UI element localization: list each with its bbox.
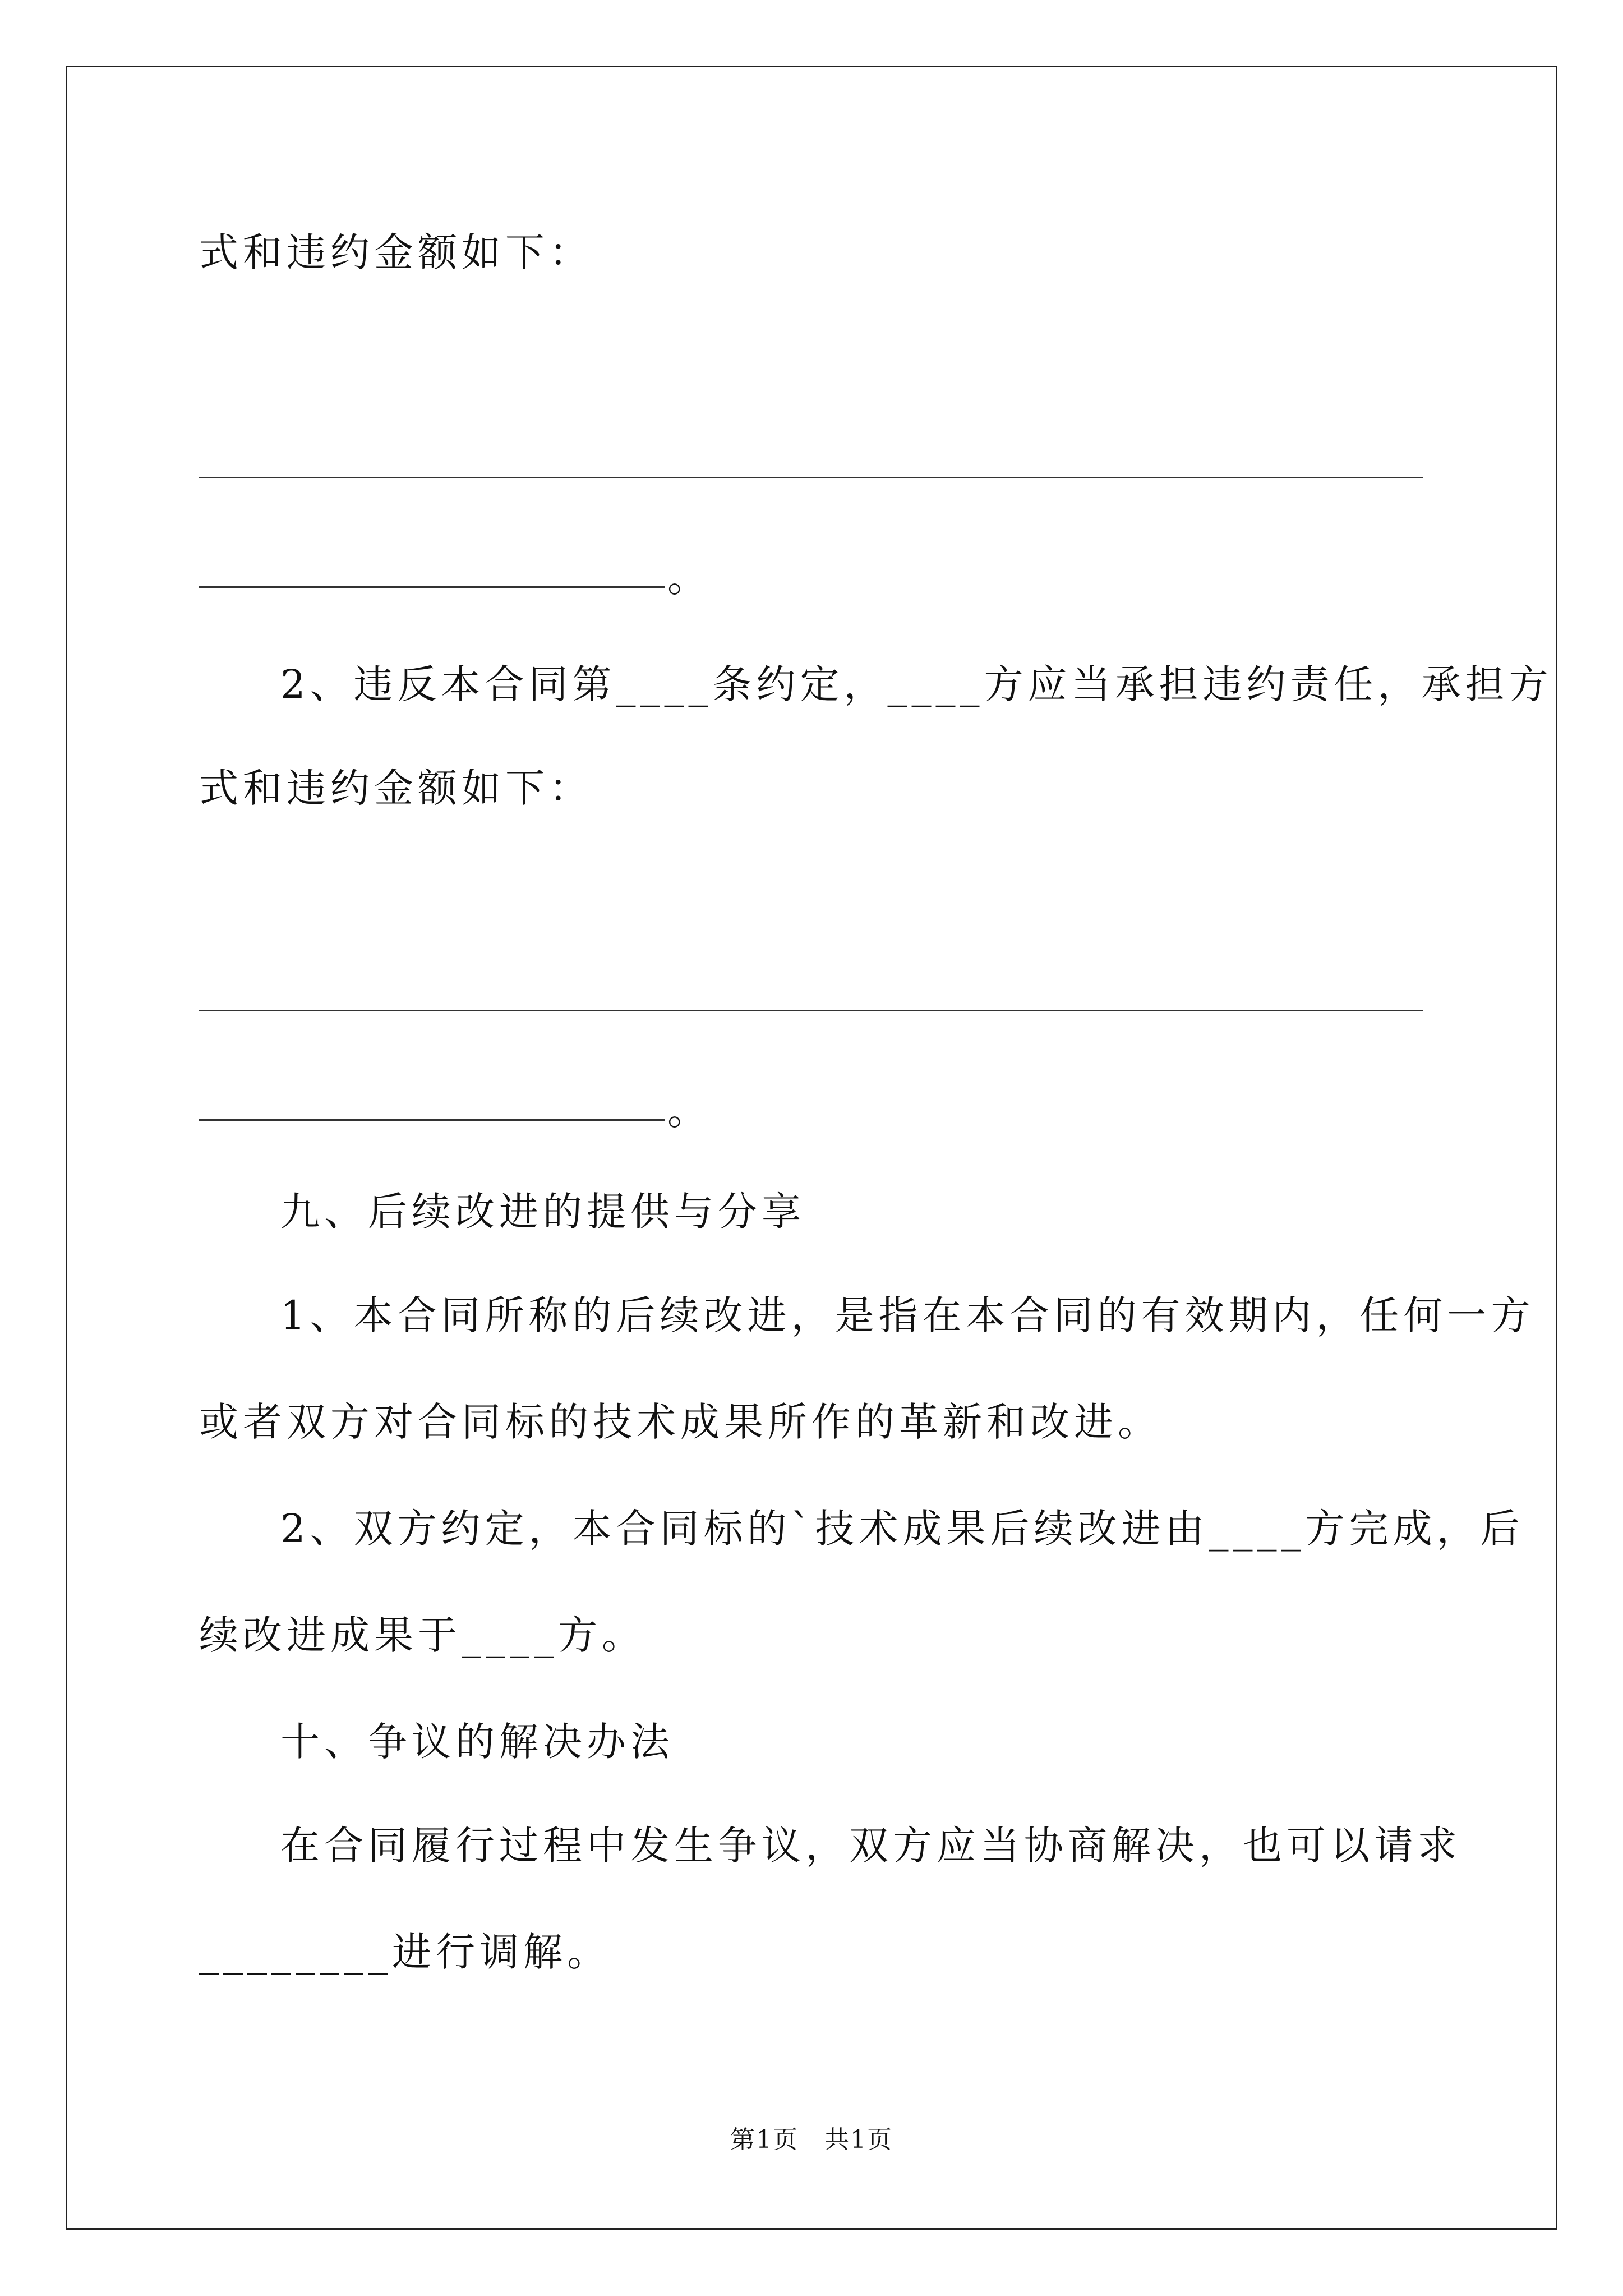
period-mark: 。 xyxy=(667,555,707,601)
period-mark: 。 xyxy=(667,1088,707,1134)
paragraph-line-5: 或者双方对合同标的技术成果所作的革新和改进。 xyxy=(199,1399,1161,1445)
section-heading-9: 九、后续改进的提供与分享 xyxy=(280,1189,805,1235)
paragraph-line-8: 在合同履行过程中发生争议，双方应当协商解决，也可以请求 xyxy=(280,1823,1461,1869)
fill-in-blank-line-short xyxy=(199,586,665,588)
paragraph-line-3: 式和违约金额如下： xyxy=(199,765,593,811)
fill-in-blank-line xyxy=(199,477,1423,478)
section-heading-10: 十、争议的解决办法 xyxy=(280,1719,674,1765)
page-border xyxy=(66,66,1557,2230)
fill-in-blank-line xyxy=(199,1010,1423,1011)
fill-in-blank-line-short xyxy=(199,1119,665,1121)
paragraph-line-2: 2、违反本合同第____条约定，____方应当承担违约责任，承担方 xyxy=(280,661,1553,707)
paragraph-line-1: 式和违约金额如下： xyxy=(199,229,593,275)
paragraph-line-6: 2、双方约定，本合同标的`技术成果后续改进由____方完成，后 xyxy=(280,1506,1524,1552)
paragraph-line-7: 续改进成果于____方。 xyxy=(199,1612,645,1658)
page-number-footer: 第1页 共1页 xyxy=(730,2125,893,2154)
paragraph-line-4: 1、本合同所称的后续改进，是指在本合同的有效期内，任何一方 xyxy=(280,1292,1535,1338)
paragraph-line-9: ________进行调解。 xyxy=(199,1929,611,1975)
